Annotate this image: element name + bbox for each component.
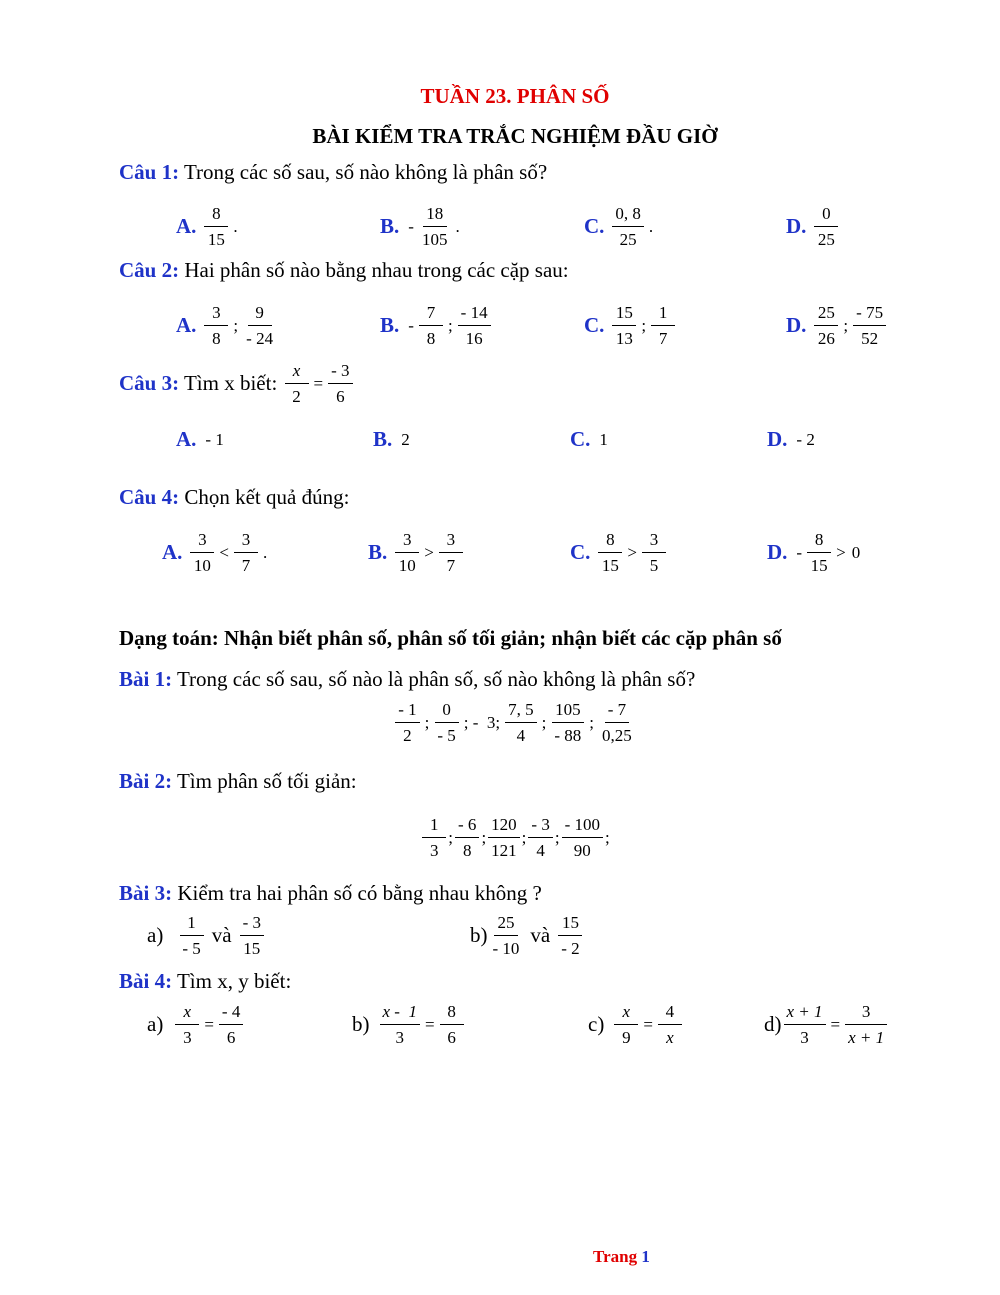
equals-sign: =: [204, 1014, 214, 1034]
numerator: - 7: [605, 701, 629, 723]
question-3-label: Câu 3:: [119, 371, 180, 395]
comparison-sign: >: [627, 542, 638, 562]
option-label: B.: [380, 313, 400, 337]
option-label: A.: [162, 540, 183, 564]
denominator: - 88: [554, 726, 582, 745]
fraction: [599, 701, 635, 744]
fraction: [528, 816, 552, 859]
part-label: a): [147, 923, 164, 947]
numerator: - 3: [528, 816, 552, 838]
question-4-text: Chọn kết quả đúng:: [179, 485, 350, 509]
denominator: 10: [398, 556, 416, 575]
denominator: 15: [810, 556, 828, 575]
question-2: [119, 258, 569, 283]
separator: ;: [554, 827, 560, 847]
q1-option-d[interactable]: [786, 205, 840, 248]
fraction: [845, 1003, 887, 1046]
numerator: 3: [190, 531, 214, 553]
exercise-3-part-a: [147, 914, 266, 957]
fraction: [440, 1003, 464, 1046]
numerator: 3: [204, 304, 228, 326]
numerator: - 75: [853, 304, 886, 326]
option-label: D.: [767, 427, 788, 451]
q2-option-c[interactable]: [584, 304, 677, 347]
fraction: [598, 531, 622, 574]
fraction: [614, 1003, 638, 1046]
denominator: 6: [336, 387, 345, 406]
conjunction: và: [530, 923, 551, 947]
denominator: 8: [426, 329, 436, 348]
fraction: [419, 304, 443, 347]
denominator: 2: [403, 726, 412, 745]
fraction: [422, 816, 446, 859]
fraction: [814, 304, 838, 347]
denominator: - 10: [492, 939, 520, 958]
fraction: [439, 531, 463, 574]
exercise-4: [119, 969, 291, 994]
numerator: - 100: [562, 816, 603, 838]
denominator: - 5: [182, 939, 201, 958]
exercise-4-part-d: [764, 1003, 889, 1046]
exercise-4-part-a: [147, 1003, 245, 1046]
separator: ;: [447, 315, 453, 335]
denominator: 15: [601, 556, 619, 575]
numerator: 8: [807, 531, 831, 553]
exercise-2-numbers: [0, 816, 1000, 859]
fraction: [458, 304, 491, 347]
q4-option-b[interactable]: [368, 531, 465, 574]
denominator: 6: [226, 1028, 236, 1047]
denominator: 26: [817, 329, 835, 348]
q4-option-c[interactable]: [570, 531, 668, 574]
denominator: 121: [491, 841, 517, 860]
denominator: 90: [573, 841, 591, 860]
q1-option-a[interactable]: [176, 205, 241, 248]
fraction: [807, 531, 831, 574]
numerator: x + 1: [784, 1003, 826, 1025]
exercise-3: [119, 881, 542, 906]
question-1: [119, 160, 547, 185]
q1-option-b[interactable]: [380, 205, 463, 248]
fraction: [240, 914, 264, 957]
denominator: 105: [421, 230, 448, 249]
part-label: d): [764, 1012, 782, 1036]
numerator: 0, 8: [612, 205, 644, 227]
numerator: 4: [658, 1003, 682, 1025]
conjunction: và: [211, 923, 232, 947]
part-label: b): [352, 1012, 370, 1036]
exercise-2: [119, 769, 357, 794]
denominator: 2: [292, 387, 301, 406]
equals-sign: =: [830, 1014, 841, 1034]
denominator: 3: [395, 1028, 404, 1047]
equals-sign: =: [424, 1014, 435, 1034]
exercise-2-label: Bài 2:: [119, 769, 173, 793]
fraction: [551, 701, 584, 744]
denominator: 4: [516, 726, 526, 745]
fraction: [558, 914, 582, 957]
fraction: [434, 701, 458, 744]
exercise-3-part-b: [470, 914, 585, 957]
numerator: 8: [598, 531, 622, 553]
fraction: [562, 816, 603, 859]
comparison-sign: <: [219, 542, 230, 562]
numerator: 25: [814, 304, 838, 326]
q2-option-a[interactable]: [176, 304, 278, 347]
denominator: - 5: [437, 726, 456, 745]
q3-option-a[interactable]: [176, 427, 227, 452]
option-label: C.: [584, 313, 605, 337]
option-label: C.: [570, 427, 591, 451]
denominator: 3: [430, 841, 439, 860]
separator: ;: [481, 827, 487, 847]
numerator: x: [175, 1003, 199, 1025]
option-label: D.: [786, 214, 807, 238]
exercise-1: [119, 667, 695, 692]
denominator: 15: [243, 939, 261, 958]
q4-option-a[interactable]: [162, 531, 270, 574]
numerator: 15: [558, 914, 582, 936]
denominator: 8: [462, 841, 472, 860]
fraction: [219, 1003, 243, 1046]
part-label: b): [470, 923, 488, 947]
option-value: - 1: [205, 429, 224, 449]
fraction: [505, 701, 537, 744]
page-title: TUẦN 23. PHÂN SỐ: [420, 84, 610, 108]
numerator: - 4: [219, 1003, 243, 1025]
denominator: - 24: [246, 329, 274, 348]
exercise-4-label: Bài 4:: [119, 969, 173, 993]
q3-option-d[interactable]: [767, 427, 818, 452]
question-1-text: Trong các số sau, số nào không là phân số?: [179, 160, 548, 184]
period: .: [263, 542, 268, 562]
numerator: 1: [180, 914, 204, 936]
numerator: 8: [204, 205, 228, 227]
fraction: [190, 531, 214, 574]
fraction: [814, 205, 838, 248]
part-label: c): [588, 1012, 605, 1036]
exercise-4-part-b: [352, 1003, 466, 1046]
numerator: 9: [248, 304, 272, 326]
numerator: 3: [845, 1003, 887, 1025]
numerator: - 3: [328, 362, 352, 384]
numerator: x - 1: [380, 1003, 420, 1025]
exercise-3-label: Bài 3:: [119, 881, 173, 905]
footer-label: Trang: [593, 1247, 638, 1266]
minus-sign: -: [796, 542, 803, 562]
option-label: B.: [373, 427, 393, 451]
exercise-4-text: Tìm x, y biết:: [172, 969, 292, 993]
denominator: x: [666, 1028, 674, 1047]
option-label: A.: [176, 427, 197, 451]
q2-option-d[interactable]: [786, 304, 888, 347]
numerator: x: [285, 362, 309, 384]
separator: ;: [641, 315, 647, 335]
equals-sign: =: [643, 1014, 653, 1034]
fraction: [612, 304, 636, 347]
denominator: 8: [212, 329, 221, 348]
option-label: D.: [786, 313, 807, 337]
question-4-label: Câu 4:: [119, 485, 180, 509]
value: 0: [851, 542, 861, 562]
separator: ;: [604, 827, 610, 847]
question-4: [119, 485, 349, 510]
fraction: [179, 914, 203, 957]
numerator: - 6: [455, 816, 479, 838]
numerator: 8: [440, 1003, 464, 1025]
denominator: 7: [446, 556, 456, 575]
part-label: a): [147, 1012, 164, 1036]
numerator: - 1: [395, 701, 419, 723]
page-footer: [593, 1247, 650, 1267]
fraction: [658, 1003, 682, 1046]
numerator: 0: [435, 701, 459, 723]
numerator: 105: [552, 701, 584, 723]
separator: ;: [843, 315, 849, 335]
numerator: - 14: [458, 304, 491, 326]
q2-option-b[interactable]: [380, 304, 493, 347]
numerator: 1: [422, 816, 446, 838]
denominator: 3: [800, 1028, 809, 1047]
option-label: B.: [368, 540, 388, 564]
period: .: [648, 216, 654, 236]
page-number: 1: [641, 1247, 650, 1266]
period: .: [233, 216, 238, 236]
fraction: [175, 1003, 199, 1046]
separator: ;: [541, 712, 547, 732]
numerator: 120: [488, 816, 520, 838]
exercise-3-text: Kiểm tra hai phân số có bằng nhau không ?: [172, 881, 542, 905]
option-label: D.: [767, 540, 788, 564]
page-subtitle: BÀI KIỂM TRA TRẮC NGHIỆM ĐẦU GIỜ: [312, 124, 718, 148]
numerator: 3: [395, 531, 419, 553]
option-value: - 2: [796, 429, 815, 449]
fraction: [490, 914, 523, 957]
denominator: 25: [817, 230, 835, 249]
question-3: [119, 362, 355, 405]
fraction: [651, 304, 675, 347]
numerator: 18: [423, 205, 447, 227]
fraction: [784, 1003, 826, 1046]
denominator: 3: [183, 1028, 192, 1047]
separator: ;: [521, 827, 527, 847]
fraction: [204, 205, 228, 248]
numerator: x: [614, 1003, 638, 1025]
fraction: [612, 205, 644, 248]
fraction: [455, 816, 479, 859]
numerator: 15: [612, 304, 636, 326]
separator: ;: [448, 827, 454, 847]
denominator: x + 1: [848, 1028, 885, 1047]
numerator: 7: [419, 304, 443, 326]
q1-option-c[interactable]: [584, 205, 656, 248]
question-2-text: Hai phân số nào bằng nhau trong các cặp sau:: [179, 258, 569, 282]
fraction: [395, 531, 419, 574]
numerator: 0: [814, 205, 838, 227]
fraction: [204, 304, 228, 347]
q3-option-c[interactable]: [570, 427, 611, 452]
numerator: 1: [651, 304, 675, 326]
exercise-1-numbers: [0, 701, 1000, 744]
comparison-sign: >: [424, 542, 434, 562]
denominator: 10: [193, 556, 211, 575]
exercise-1-text: Trong các số sau, số nào là phân số, số nào không là phân số?: [172, 667, 696, 691]
denominator: 52: [861, 329, 879, 348]
separator: ;: [233, 315, 239, 335]
separator: ;: [589, 712, 595, 732]
fraction: [853, 304, 886, 347]
denominator: 0,25: [602, 726, 632, 745]
minus-sign: -: [408, 315, 414, 335]
exercise-1-label: Bài 1:: [119, 667, 173, 691]
period: .: [455, 216, 460, 236]
fraction: [419, 205, 451, 248]
denominator: 7: [658, 329, 668, 348]
denominator: 25: [619, 230, 637, 249]
option-label: B.: [380, 214, 400, 238]
q4-option-d[interactable]: [767, 531, 863, 574]
denominator: 9: [622, 1028, 631, 1047]
question-3-text: Tìm x biết:: [179, 371, 283, 395]
fraction: [642, 531, 666, 574]
fraction: [285, 362, 309, 405]
equals-sign: =: [313, 373, 324, 393]
option-label: A.: [176, 313, 197, 337]
denominator: 7: [241, 556, 251, 575]
denominator: 16: [465, 329, 483, 348]
numerator: 7, 5: [505, 701, 537, 723]
q3-option-b[interactable]: [373, 427, 413, 452]
fraction: [243, 304, 276, 347]
separator: ;: [424, 712, 430, 732]
question-2-label: Câu 2:: [119, 258, 180, 282]
numerator: - 3: [240, 914, 264, 936]
option-label: C.: [570, 540, 591, 564]
denominator: 4: [536, 841, 545, 860]
denominator: 5: [649, 556, 659, 575]
comparison-sign: >: [836, 542, 846, 562]
denominator: 13: [615, 329, 633, 348]
exercise-4-part-c: [588, 1003, 684, 1046]
question-1-label: Câu 1:: [119, 160, 180, 184]
fraction: [380, 1003, 420, 1046]
minus-sign: -: [408, 216, 414, 236]
numerator: 25: [494, 914, 518, 936]
option-value: 1: [599, 429, 608, 449]
denominator: 15: [207, 230, 225, 249]
fraction: [488, 816, 520, 859]
numerator: 3: [642, 531, 666, 553]
numerator: 3: [234, 531, 258, 553]
section-heading: Dạng toán: Nhận biết phân số, phân số tối giản; nhận biết các cặp phân số: [119, 626, 782, 650]
fraction: [395, 701, 419, 744]
option-label: C.: [584, 214, 605, 238]
fraction: [234, 531, 258, 574]
separator: ; - 3;: [463, 712, 501, 732]
fraction: [328, 362, 352, 405]
exercise-2-text: Tìm phân số tối giản:: [172, 769, 357, 793]
denominator: 6: [447, 1028, 456, 1047]
option-value: 2: [401, 429, 410, 449]
numerator: 3: [439, 531, 463, 553]
denominator: - 2: [561, 939, 580, 958]
option-label: A.: [176, 214, 197, 238]
